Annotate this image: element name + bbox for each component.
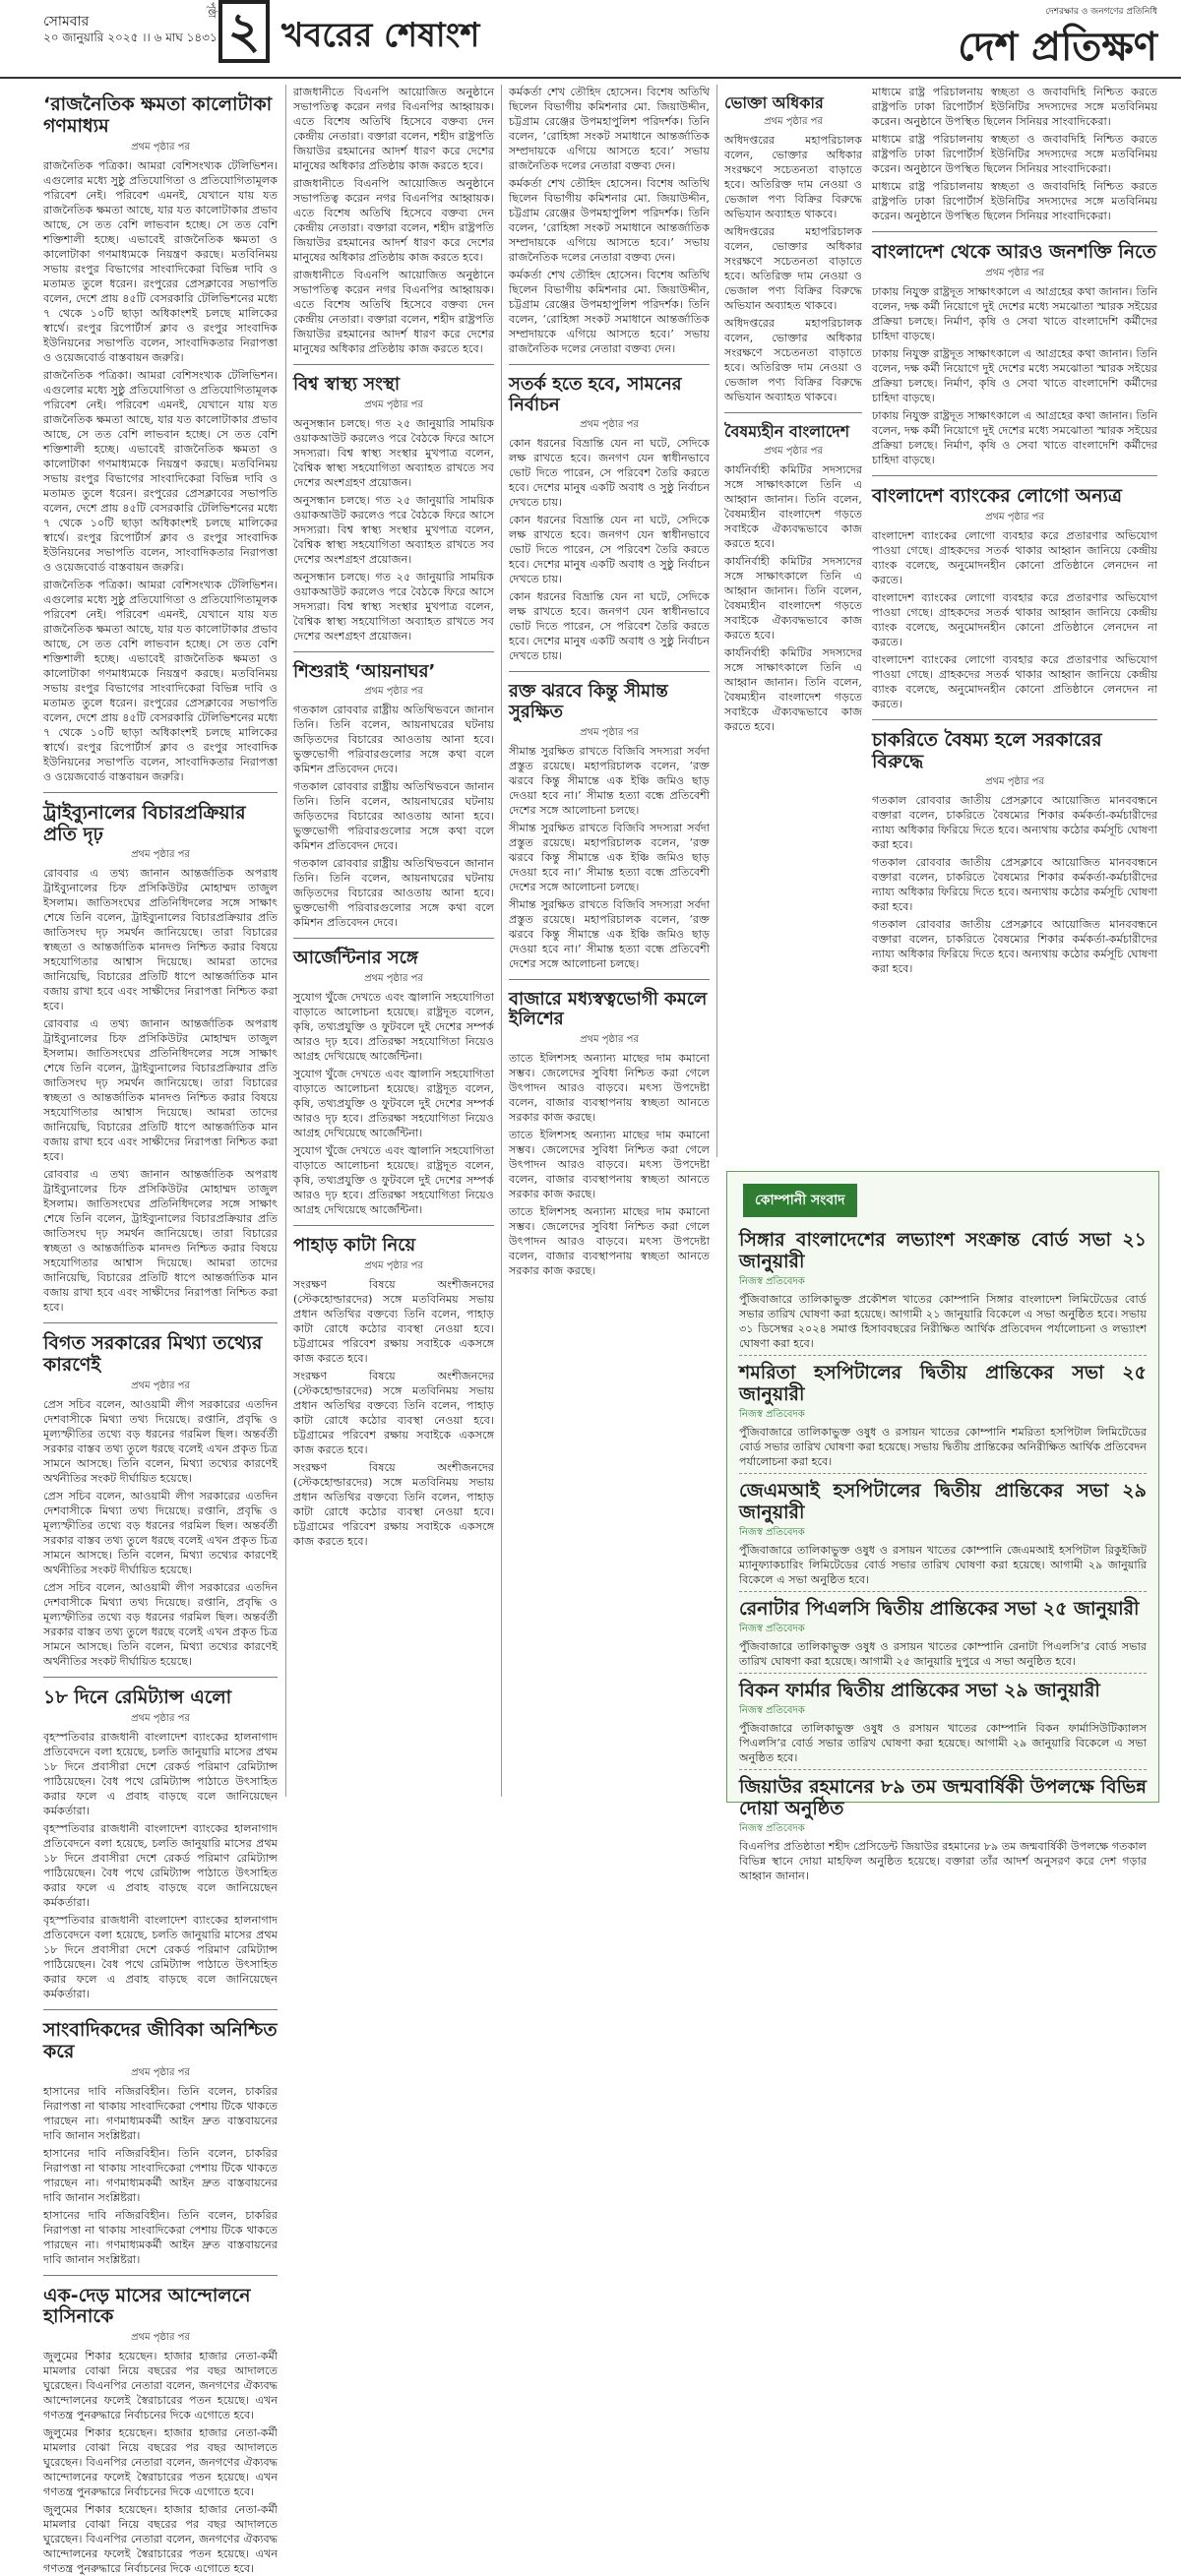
article-paragraph: তাতে ইলিশসহ অন্যান্য মাছের দাম কমানো সম্ভব। জেলেদের সুবিধা নিশ্চিত করা গেলে উৎপাদন আরও বাড়বে। মৎস্য উপদেষ্টা বলেন, বাজার ব্যবস্থাপনায় স্বচ্ছতা আনতে সরকার কাজ করছে। bbox=[509, 1129, 710, 1201]
article-paragraph: কর্মকর্তা শেখ তৌহিদ হোসেন। বিশেষ অতিথি ছিলেন বিভাগীয় কমিশনার মো. জিয়াউদ্দীন, চট্টগ্রাম রেঞ্জের উপমহাপুলিশ পরিদর্শক। তিনি বলেন, ‘রোহিঙ্গা সংকট সমাধানে আন্তর্জাতিক সম্প্রদায়কে এগিয়ে আসতে হবে।’ সভায় রাজনৈতিক দলের নেতারা বক্তব্য দেন। bbox=[509, 269, 710, 355]
article-paragraph: কোন ধরনের বিভ্রান্তি যেন না ঘটে, সেদিকে লক্ষ রাখতে হবে। জনগণ যেন স্বাধীনভাবে ভোট দিতে পারেন, সে পরিবেশ তৈরি করতে হবে। দেশের মানুষ একটি অবাধ ও সুষ্ঠু নির্বাচন দেখতে চায়। bbox=[509, 437, 710, 510]
article-paragraph: প্রেস সচিব বলেন, আওয়ামী লীগ সরকারের এতদিন দেশবাসীকে মিথ্যা তথ্য দিয়েছে। রপ্তানি, প্রবৃদ্ধি ও মূল্যস্ফীতির তথ্যে বড় ধরনের গরমিল ছিল। অন্তর্বর্তী সরকার বাস্তব তথ্য তুলে ধরছে বলেই এখন প্রকৃত চিত্র সামনে আসছে। তিনি বলেন, মিথ্যা তথ্যের কারণেই অর্থনীতির সংকট দীর্ঘায়িত হয়েছে। bbox=[43, 1581, 278, 1669]
article-paragraph: বাংলাদেশ ব্যাংকের লোগো ব্যবহার করে প্রতারণার অভিযোগ পাওয়া গেছে। গ্রাহকদের সতর্ক থাকার আহ্বান জানিয়ে কেন্দ্রীয় ব্যাংক বলেছে, অনুমোদনহীন কোনো প্রতিষ্ঠানে লেনদেন না করতে। bbox=[872, 590, 1157, 648]
article-byline: প্রথম পৃষ্ঠার পর bbox=[131, 849, 190, 861]
article-paragraph: জুলুমের শিকার হয়েছেন। হাজার হাজার নেতা-কর্মী মামলার বোঝা নিয়ে বছরের পর বছর আদালতে ঘুরেছেন। বিএনপির নেতারা বলেন, জনগণের ঐক্যবদ্ধ আন্দোলনের ফলেই স্বৈরাচারের পতন হয়েছে। এখন গণতন্ত্র পুনরুদ্ধারে নির্বাচনের দিকে এগোতে হবে। bbox=[43, 2426, 278, 2499]
company-news-text: বিএনপির প্রতিষ্ঠাতা শহীদ প্রেসিডেন্ট জিয়াউর রহমানের ৮৯ তম জন্মবার্ষিকী উপলক্ষে গতকাল বিভিন্ন স্থানে দোয়া মাহফিল অনুষ্ঠিত হয়েছে। বক্তারা তাঁর আদর্শ অনুসরণ করে দেশ গড়ার আহ্বান জানান। bbox=[739, 1840, 1147, 1882]
article-paragraph: অধিদপ্তরের মহাপরিচালক বলেন, ভোক্তার অধিকার সংরক্ষণে সচেতনতা বাড়াতে হবে। অতিরিক্ত দাম নেওয়া ও ভেজাল পণ্য বিক্রির বিরুদ্ধে অভিযান অব্যাহত থাকবে। bbox=[724, 134, 862, 221]
article-paragraph: বাংলাদেশ ব্যাংকের লোগো ব্যবহার করে প্রতারণার অভিযোগ পাওয়া গেছে। গ্রাহকদের সতর্ক থাকার আহ্বান জানিয়ে কেন্দ্রীয় ব্যাংক বলেছে, অনুমোদনহীন কোনো প্রতিষ্ঠানে লেনদেন না করতে। bbox=[872, 652, 1157, 710]
article-paragraph: গতকাল রোববার রাষ্ট্রীয় অতিথিভবনে জানান তিনি। তিনি বলেন, আয়নাঘরের ঘটনায় জড়িতদের বিচারের আওতায় আনা হবে। ভুক্তভোগী পরিবারগুলোর সঙ্গে কথা বলে কমিশন প্রতিবেদন দেবে। bbox=[293, 857, 494, 930]
column-1 bbox=[43, 85, 278, 2576]
article-paragraph: রোববার এ তথ্য জানান আন্তর্জাতিক অপরাধ ট্রাইব্যুনালের চিফ প্রসিকিউটর মোহাম্মদ তাজুল ইসলাম। জাতিসংঘের প্রতিনিধিদলের সঙ্গে সাক্ষাৎ শেষে তিনি বলেন, ট্রাইব্যুনালের বিচারপ্রক্রিয়ার প্রতি জাতিসংঘ দৃঢ় সমর্থন জানিয়েছে। তারা বিচারের স্বচ্ছতা ও আন্তর্জাতিক মানদণ্ড নিশ্চিত করার বিষয়ে সহযোগিতার আশ্বাস দিয়েছে। আমরা তাদের জানিয়েছি, বিচারের প্রতিটি ধাপে আন্তর্জাতিক মান বজায় রাখা হবে এবং সাক্ষীদের নিরাপত্তা নিশ্চিত করা হবে। bbox=[43, 1168, 278, 1315]
company-news-headline: জিয়াউর রহমানের ৮৯ তম জন্মবার্ষিকী উপলক্ষে বিভিন্ন দোয়া অনুষ্ঠিত bbox=[739, 1776, 1147, 1819]
company-news-separator bbox=[739, 1673, 1147, 1674]
article-byline: প্রথম পৃষ্ঠার পর bbox=[131, 2066, 190, 2078]
column-divider bbox=[285, 85, 286, 1797]
article-paragraph: রাজনৈতিক পত্রিকা। আমরা বেশিসংখ্যক টেলিভিশন। এগুলোর মধ্যে সুষ্ঠু প্রতিযোগিতা ও প্রতিযোগিতামূলক পরিবেশ নেই। পরিবেশ এমনই, যেখানে যায় যত রাজনৈতিক ক্ষমতা আছে, যার যত কালোটাকার প্রভাব আছে, সে তত বেশি লাভবান হচ্ছে। সে তত বেশি শক্তিশালী হচ্ছে। এভাবেই রাজনৈতিক ক্ষমতা ও কালোটাকা গণমাধ্যমকে নিয়ন্ত্রণ করছে। মতবিনিময় সভায় রংপুর বিভাগের সাংবাদিকেরা বিভিন্ন দাবি ও মতামত তুলে ধরেন। রংপুরের প্রেসক্লাবের সভাপতি বলেন, দেশে প্রায় ৪৫টি বেসরকারি টেলিভিশনের মধ্যে ৭ থেকে ১০টি ছাড়া অধিকাংশই চলছে মালিকের স্বার্থে। রংপুর রিপোর্টার্স ক্লাব ও রংপুর সাংবাদিক ইউনিয়নের সভাপতি বলেন, সাংবাদিকতার নিরাপত্তা ও ওয়েজবোর্ড বাস্তবায়ন জরুরি। bbox=[43, 368, 278, 574]
article-paragraph: সুযোগ খুঁজে দেখতে এবং জ্বালানি সহযোগিতা বাড়াতে আলোচনা হয়েছে। রাষ্ট্রদূত বলেন, কৃষি, তথ্যপ্রযুক্তি ও ফুটবলে দুই দেশের সম্পর্ক আরও দৃঢ় হবে। প্রতিরক্ষা সহযোগিতা নিয়েও আগ্রহ দেখিয়েছে আর্জেন্টিনা। bbox=[293, 1068, 494, 1140]
article-byline: প্রথম পৃষ্ঠার পর bbox=[764, 116, 823, 128]
article-paragraph: জুলুমের শিকার হয়েছেন। হাজার হাজার নেতা-কর্মী মামলার বোঝা নিয়ে বছরের পর বছর আদালতে ঘুরেছেন। বিএনপির নেতারা বলেন, জনগণের ঐক্যবদ্ধ আন্দোলনের ফলেই স্বৈরাচারের পতন হয়েছে। এখন গণতন্ত্র পুনরুদ্ধারে নির্বাচনের দিকে এগোতে হবে। bbox=[43, 2350, 278, 2423]
article-byline: প্রথম পৃষ্ঠার পর bbox=[131, 1380, 190, 1392]
article-headline: ভোক্তা অধিকার bbox=[724, 93, 824, 112]
column-divider bbox=[716, 85, 717, 1157]
article-headline: এক-দেড় মাসের আন্দোলনে হাসিনাকে bbox=[43, 2284, 251, 2328]
company-news-reporter: নিজস্ব প্রতিবেদক bbox=[739, 1823, 805, 1834]
article-byline: প্রথম পৃষ্ঠার পর bbox=[364, 973, 423, 985]
article-paragraph: গতকাল রোববার রাষ্ট্রীয় অতিথিভবনে জানান তিনি। তিনি বলেন, আয়নাঘরের ঘটনায় জড়িতদের বিচারের আওতায় আনা হবে। ভুক্তভোগী পরিবারগুলোর সঙ্গে কথা বলে কমিশন প্রতিবেদন দেবে। bbox=[293, 780, 494, 853]
article-paragraph: মাধ্যমে রাষ্ট্র পরিচালনায় স্বচ্ছতা ও জবাবদিহি নিশ্চিত করতে রাষ্ট্রপতি ঢাকা রিপোর্টার্স ইউনিটির সদস্যদের সঙ্গে মতবিনিময় করেন। অনুষ্ঠানে উপস্থিত ছিলেন সিনিয়র সাংবাদিকেরা। bbox=[872, 86, 1157, 128]
company-news-text: পুঁজিবাজারে তালিকাভুক্ত ওষুধ ও রসায়ন খাতের কোম্পানি জেএমআই হসপিটাল রিকুইজিট ম্যানুফ্যাকচারিং লিমিটেডের বোর্ড সভার তারিখ ঘোষণা করা হয়েছে। আগামী ২৯ জানুয়ারি বিকেলে এ সভা অনুষ্ঠিত হবে। bbox=[739, 1544, 1147, 1586]
company-news-text: পুঁজিবাজারে তালিকাভুক্ত ওষুধ ও রসায়ন খাতের কোম্পানি রেনাটা পিএলসি’র বোর্ড সভার তারিখ ঘোষণা করা হয়েছে। আগামী ২৫ জানুয়ারি দুপুরে এ সভা অনুষ্ঠিত হবে। bbox=[739, 1640, 1147, 1668]
article-paragraph: মাধ্যমে রাষ্ট্র পরিচালনায় স্বচ্ছতা ও জবাবদিহি নিশ্চিত করতে রাষ্ট্রপতি ঢাকা রিপোর্টার্স ইউনিটির সদস্যদের সঙ্গে মতবিনিময় করেন। অনুষ্ঠানে উপস্থিত ছিলেন সিনিয়র সাংবাদিকেরা। bbox=[872, 133, 1157, 175]
article-headline: বিগত সরকারের মিথ্যা তথ্যের কারণেই bbox=[43, 1332, 263, 1377]
article-separator bbox=[43, 1322, 278, 1323]
company-news-headline: শমরিতা হসপিটালের দ্বিতীয় প্রান্তিকের সভা ২৫ জানুয়ারী bbox=[739, 1362, 1147, 1405]
article-paragraph: অনুসন্ধান চলছে। গত ২৫ জানুয়ারি সাময়িক ওয়াকআউট করলেও পরে বৈঠকে ফিরে আসে সদস্যরা। বিশ্ব স্বাস্থ্য সংস্থার মুখপাত্র বলেন, বৈশ্বিক স্বাস্থ্য সহযোগিতা অব্যাহত রাখতে সব দেশের অংশগ্রহণ প্রয়োজন। bbox=[293, 570, 494, 643]
article-headline: বিশ্ব স্বাস্থ্য সংস্থা bbox=[293, 374, 401, 395]
article-headline: আর্জেন্টিনার সঙ্গে bbox=[293, 948, 418, 969]
article-separator bbox=[872, 475, 1157, 476]
newspaper-logo: দেশ প্রতিক্ষণ bbox=[958, 25, 1157, 70]
article-headline: পাহাড় কাটা নিয়ে bbox=[293, 1235, 416, 1257]
article-paragraph: প্রেস সচিব বলেন, আওয়ামী লীগ সরকারের এতদিন দেশবাসীকে মিথ্যা তথ্য দিয়েছে। রপ্তানি, প্রবৃদ্ধি ও মূল্যস্ফীতির তথ্যে বড় ধরনের গরমিল ছিল। অন্তর্বর্তী সরকার বাস্তব তথ্য তুলে ধরছে বলেই এখন প্রকৃত চিত্র সামনে আসছে। তিনি বলেন, মিথ্যা তথ্যের কারণেই অর্থনীতির সংকট দীর্ঘায়িত হয়েছে। bbox=[43, 1398, 278, 1486]
article-separator bbox=[509, 671, 710, 672]
article-headline: বাজারে মধ্যস্বত্বভোগী কমলে ইলিশের bbox=[509, 988, 708, 1030]
article-headline: শিশুরাই ‘আয়নাঘর’ bbox=[293, 660, 436, 682]
issue-date: ২০ জানুয়ারি ২০২৫ ।। ৬ মাঘ ১৪৩১ bbox=[43, 31, 218, 44]
company-news-reporter: নিজস্ব প্রতিবেদক bbox=[739, 1527, 805, 1538]
company-news-headline: রেনাটার পিএলসি দ্বিতীয় প্রান্তিকের সভা ২৫ জানুয়ারী bbox=[739, 1598, 1140, 1620]
company-news-text: পুঁজিবাজারে তালিকাভুক্ত প্রকৌশল খাতের কোম্পানি সিঙ্গার বাংলাদেশ লিমিটেডের বোর্ড সভার তারিখ ঘোষণা করা হয়েছে। আগামী ২১ জানুয়ারি বিকেলে এ সভা অনুষ্ঠিত হবে। সভায় ৩১ ডিসেম্বর ২০২৪ সমাপ্ত হিসাববছরের নিরীক্ষিত আর্থিক প্রতিবেদন পর্যালোচনা ও লভ্যাংশ ঘোষণা করা হবে। bbox=[739, 1293, 1147, 1350]
article-paragraph: বৃহস্পতিবার রাজধানী বাংলাদেশ ব্যাংকের হালনাগাদ প্রতিবেদনে বলা হয়েছে, চলতি জানুয়ারি মাসের প্রথম ১৮ দিনে প্রবাসীরা দেশে রেকর্ড পরিমাণ রেমিট্যান্স পাঠিয়েছেন। বৈধ পথে রেমিট্যান্স পাঠাতে উৎসাহিত করার ফলে এ প্রবাহ বাড়ছে বলে জানিয়েছেন কর্মকর্তারা। bbox=[43, 1913, 278, 2000]
company-news-headline: বিকন ফার্মার দ্বিতীয় প্রান্তিকের সভা ২৯ জানুয়ারী bbox=[739, 1680, 1100, 1701]
article-paragraph: অনুসন্ধান চলছে। গত ২৫ জানুয়ারি সাময়িক ওয়াকআউট করলেও পরে বৈঠকে ফিরে আসে সদস্যরা। বিশ্ব স্বাস্থ্য সংস্থার মুখপাত্র বলেন, বৈশ্বিক স্বাস্থ্য সহযোগিতা অব্যাহত রাখতে সব দেশের অংশগ্রহণ প্রয়োজন। bbox=[293, 416, 494, 489]
article-headline: চাকরিতে বৈষম্য হলে সরকারের বিরুদ্ধে bbox=[872, 728, 1102, 772]
article-headline: রক্ত ঝরবে কিন্তু সীমান্ত সুরক্ষিত bbox=[509, 681, 668, 723]
article-byline: প্রথম পৃষ্ঠার পর bbox=[364, 1259, 423, 1271]
article-paragraph: রাজনৈতিক পত্রিকা। আমরা বেশিসংখ্যক টেলিভিশন। এগুলোর মধ্যে সুষ্ঠু প্রতিযোগিতা ও প্রতিযোগিতামূলক পরিবেশ নেই। পরিবেশ এমনই, যেখানে যায় যত রাজনৈতিক ক্ষমতা আছে, যার যত কালোটাকার প্রভাব আছে, সে তত বেশি লাভবান হচ্ছে। সে তত বেশি শক্তিশালী হচ্ছে। এভাবেই রাজনৈতিক ক্ষমতা ও কালোটাকা গণমাধ্যমকে নিয়ন্ত্রণ করছে। মতবিনিময় সভায় রংপুর বিভাগের সাংবাদিকেরা বিভিন্ন দাবি ও মতামত তুলে ধরেন। রংপুরের প্রেসক্লাবের সভাপতি বলেন, দেশে প্রায় ৪৫টি বেসরকারি টেলিভিশনের মধ্যে ৭ থেকে ১০টি ছাড়া অধিকাংশই চলছে মালিকের স্বার্থে। রংপুর রিপোর্টার্স ক্লাব ও রংপুর সাংবাদিক ইউনিয়নের সভাপতি বলেন, সাংবাদিকতার নিরাপত্তা ও ওয়েজবোর্ড বাস্তবায়ন জরুরি। bbox=[43, 158, 278, 364]
article-headline: সতর্ক হতে হবে, সামনের নির্বাচন bbox=[509, 374, 682, 415]
article-separator bbox=[872, 719, 1157, 720]
article-separator bbox=[43, 2275, 278, 2276]
article-paragraph: সংরক্ষণ বিষয়ে অংশীজনদের (স্টেকহোল্ডারদের) সঙ্গে মতবিনিময় সভায় প্রধান অতিথির বক্তব্যে তিনি বলেন, পাহাড় কাটা রোধে কঠোর ব্যবস্থা নেওয়া হবে। চট্টগ্রামের পরিবেশ রক্ষায় সবাইকে একসঙ্গে কাজ করতে হবে। bbox=[293, 1369, 494, 1456]
article-headline: বৈষম্যহীন বাংলাদেশ bbox=[724, 422, 850, 442]
article-paragraph: কার্যনির্বাহী কমিটির সদস্যদের সঙ্গে সাক্ষাৎকালে তিনি এ আহ্বান জানান। তিনি বলেন, বৈষম্যহীন বাংলাদেশ গড়তে সবাইকে ঐক্যবদ্ধভাবে কাজ করতে হবে। bbox=[724, 462, 862, 550]
article-headline: ট্রাইব্যুনালের বিচারপ্রক্রিয়ার প্রতি দৃঢ় bbox=[43, 801, 246, 845]
article-paragraph: ঢাকায় নিযুক্ত রাষ্ট্রদূত সাক্ষাৎকালে এ আগ্রহের কথা জানান। তিনি বলেন, দক্ষ কর্মী নিয়োগে দুই দেশের মধ্যে সমঝোতা স্মারক সইয়ের প্রক্রিয়া চলছে। নির্মাণ, কৃষি ও সেবা খাতে বাংলাদেশি কর্মীদের চাহিদা বাড়ছে। bbox=[872, 346, 1157, 404]
article-paragraph: তাতে ইলিশসহ অন্যান্য মাছের দাম কমানো সম্ভব। জেলেদের সুবিধা নিশ্চিত করা গেলে উৎপাদন আরও বাড়বে। মৎস্য উপদেষ্টা বলেন, বাজার ব্যবস্থাপনায় স্বচ্ছতা আনতে সরকার কাজ করছে। bbox=[509, 1052, 710, 1125]
article-paragraph: রোববার এ তথ্য জানান আন্তর্জাতিক অপরাধ ট্রাইব্যুনালের চিফ প্রসিকিউটর মোহাম্মদ তাজুল ইসলাম। জাতিসংঘের প্রতিনিধিদলের সঙ্গে সাক্ষাৎ শেষে তিনি বলেন, ট্রাইব্যুনালের বিচারপ্রক্রিয়ার প্রতি জাতিসংঘ দৃঢ় সমর্থন জানিয়েছে। তারা বিচারের স্বচ্ছতা ও আন্তর্জাতিক মানদণ্ড নিশ্চিত করার বিষয়ে সহযোগিতার আশ্বাস দিয়েছে। আমরা তাদের জানিয়েছি, বিচারের প্রতিটি ধাপে আন্তর্জাতিক মান বজায় রাখা হবে এবং সাক্ষীদের নিরাপত্তা নিশ্চিত করা হবে। bbox=[43, 1017, 278, 1164]
article-headline: ‘রাজনৈতিক ক্ষমতা কালোটাকা গণমাধ্যম bbox=[43, 93, 273, 137]
article-separator bbox=[43, 2009, 278, 2010]
article-paragraph: গতকাল রোববার জাতীয় প্রেসক্লাবে আয়োজিত মানববন্ধনে বক্তারা বলেন, চাকরিতে বৈষম্যের শিকার কর্মকর্তা-কর্মচারীদের ন্যায্য অধিকার ফিরিয়ে দিতে হবে। অন্যথায় কঠোর কর্মসূচি ঘোষণা করা হবে। bbox=[872, 794, 1157, 852]
masthead bbox=[0, 0, 1181, 79]
article-paragraph: গতকাল রোববার জাতীয় প্রেসক্লাবে আয়োজিত মানববন্ধনে বক্তারা বলেন, চাকরিতে বৈষম্যের শিকার কর্মকর্তা-কর্মচারীদের ন্যায্য অধিকার ফিরিয়ে দিতে হবে। অন্যথায় কঠোর কর্মসূচি ঘোষণা করা হবে। bbox=[872, 918, 1157, 976]
column-3 bbox=[509, 85, 710, 1797]
article-paragraph: বৃহস্পতিবার রাজধানী বাংলাদেশ ব্যাংকের হালনাগাদ প্রতিবেদনে বলা হয়েছে, চলতি জানুয়ারি মাসের প্রথম ১৮ দিনে প্রবাসীরা দেশে রেকর্ড পরিমাণ রেমিট্যান্স পাঠিয়েছেন। বৈধ পথে রেমিট্যান্স পাঠাতে উৎসাহিত করার ফলে এ প্রবাহ বাড়ছে বলে জানিয়েছেন কর্মকর্তারা। bbox=[43, 1821, 278, 1909]
article-paragraph: গতকাল রোববার জাতীয় প্রেসক্লাবে আয়োজিত মানববন্ধনে বক্তারা বলেন, চাকরিতে বৈষম্যের শিকার কর্মকর্তা-কর্মচারীদের ন্যায্য অধিকার ফিরিয়ে দিতে হবে। অন্যথায় কঠোর কর্মসূচি ঘোষণা করা হবে। bbox=[872, 856, 1157, 914]
article-byline: প্রথম পৃষ্ঠার পর bbox=[985, 511, 1044, 522]
company-news-list bbox=[739, 1223, 1147, 1882]
company-news-reporter: নিজস্ব প্রতিবেদক bbox=[739, 1409, 805, 1420]
article-paragraph: সুযোগ খুঁজে দেখতে এবং জ্বালানি সহযোগিতা বাড়াতে আলোচনা হয়েছে। রাষ্ট্রদূত বলেন, কৃষি, তথ্যপ্রযুক্তি ও ফুটবলে দুই দেশের সম্পর্ক আরও দৃঢ় হবে। প্রতিরক্ষা সহযোগিতা নিয়েও আগ্রহ দেখিয়েছে আর্জেন্টিনা। bbox=[293, 991, 494, 1064]
column-5 bbox=[872, 85, 1157, 1157]
article-separator bbox=[509, 364, 710, 365]
article-paragraph: রাজধানীতে বিএনপি আয়োজিত অনুষ্ঠানে সভাপতিত্ব করেন নগর বিএনপির আহ্বায়ক। এতে বিশেষ অতিথি হিসেবে বক্তব্য দেন কেন্দ্রীয় নেতারা। বক্তারা বলেন, শহীদ রাষ্ট্রপতি জিয়াউর রহমানের আদর্শ ধারণ করে দেশের মানুষের অধিকার প্রতিষ্ঠায় কাজ করতে হবে। bbox=[293, 269, 494, 355]
article-paragraph: অধিদপ্তরের মহাপরিচালক বলেন, ভোক্তার অধিকার সংরক্ষণে সচেতনতা বাড়াতে হবে। অতিরিক্ত দাম নেওয়া ও ভেজাল পণ্য বিক্রির বিরুদ্ধে অভিযান অব্যাহত থাকবে। bbox=[724, 317, 862, 404]
article-paragraph: কোন ধরনের বিভ্রান্তি যেন না ঘটে, সেদিকে লক্ষ রাখতে হবে। জনগণ যেন স্বাধীনভাবে ভোট দিতে পারেন, সে পরিবেশ তৈরি করতে হবে। দেশের মানুষ একটি অবাধ ও সুষ্ঠু নির্বাচন দেখতে চায়। bbox=[509, 590, 710, 663]
company-news-separator bbox=[739, 1473, 1147, 1474]
article-paragraph: হাসানের দাবি নজিরবিহীন। তিনি বলেন, চাকরির নিরাপত্তা না থাকায় সাংবাদিকেরা পেশায় টিকে থাকতে পারছেন না। গণমাধ্যমকর্মী আইন দ্রুত বাস্তবায়নের দাবি জানান সংশ্লিষ্টরা। bbox=[43, 2084, 278, 2142]
article-paragraph: ঢাকায় নিযুক্ত রাষ্ট্রদূত সাক্ষাৎকালে এ আগ্রহের কথা জানান। তিনি বলেন, দক্ষ কর্মী নিয়োগে দুই দেশের মধ্যে সমঝোতা স্মারক সইয়ের প্রক্রিয়া চলছে। নির্মাণ, কৃষি ও সেবা খাতে বাংলাদেশি কর্মীদের চাহিদা বাড়ছে। bbox=[872, 284, 1157, 342]
article-paragraph: সংরক্ষণ বিষয়ে অংশীজনদের (স্টেকহোল্ডারদের) সঙ্গে মতবিনিময় সভায় প্রধান অতিথির বক্তব্যে তিনি বলেন, পাহাড় কাটা রোধে কঠোর ব্যবস্থা নেওয়া হবে। চট্টগ্রামের পরিবেশ রক্ষায় সবাইকে একসঙ্গে কাজ করতে হবে। bbox=[293, 1277, 494, 1365]
article-paragraph: ঢাকায় নিযুক্ত রাষ্ট্রদূত সাক্ষাৎকালে এ আগ্রহের কথা জানান। তিনি বলেন, দক্ষ কর্মী নিয়োগে দুই দেশের মধ্যে সমঝোতা স্মারক সইয়ের প্রক্রিয়া চলছে। নির্মাণ, কৃষি ও সেবা খাতে বাংলাদেশি কর্মীদের চাহিদা বাড়ছে। bbox=[872, 408, 1157, 466]
article-paragraph: অধিদপ্তরের মহাপরিচালক বলেন, ভোক্তার অধিকার সংরক্ষণে সচেতনতা বাড়াতে হবে। অতিরিক্ত দাম নেওয়া ও ভেজাল পণ্য বিক্রির বিরুদ্ধে অভিযান অব্যাহত থাকবে। bbox=[724, 225, 862, 313]
article-paragraph: কার্যনির্বাহী কমিটির সদস্যদের সঙ্গে সাক্ষাৎকালে তিনি এ আহ্বান জানান। তিনি বলেন, বৈষম্যহীন বাংলাদেশ গড়তে সবাইকে ঐক্যবদ্ধভাবে কাজ করতে হবে। bbox=[724, 554, 862, 642]
company-news-reporter: নিজস্ব প্রতিবেদক bbox=[739, 1276, 805, 1287]
article-paragraph: বৃহস্পতিবার রাজধানী বাংলাদেশ ব্যাংকের হালনাগাদ প্রতিবেদনে বলা হয়েছে, চলতি জানুয়ারি মাসের প্রথম ১৮ দিনে প্রবাসীরা দেশে রেকর্ড পরিমাণ রেমিট্যান্স পাঠিয়েছেন। বৈধ পথে রেমিট্যান্স পাঠাতে উৎসাহিত করার ফলে এ প্রবাহ বাড়ছে বলে জানিয়েছেন কর্মকর্তারা। bbox=[43, 1730, 278, 1817]
company-news-text: পুঁজিবাজারে তালিকাভুক্ত ওষুধ ও রসায়ন খাতের কোম্পানি বিকন ফার্মাসিউটিক্যালস পিএলসি’র বোর্ড সভার তারিখ ঘোষণা করা হয়েছে। আগামী ২৯ জানুয়ারি বিকেলে এ সভা অনুষ্ঠিত হবে। bbox=[739, 1722, 1147, 1764]
article-byline: প্রথম পৃষ্ঠার পর bbox=[131, 1712, 190, 1724]
article-byline: প্রথম পৃষ্ঠার পর bbox=[131, 2332, 190, 2344]
issue-day: সোমবার bbox=[43, 14, 90, 30]
article-paragraph: কর্মকর্তা শেখ তৌহিদ হোসেন। বিশেষ অতিথি ছিলেন বিভাগীয় কমিশনার মো. জিয়াউদ্দীন, চট্টগ্রাম রেঞ্জের উপমহাপুলিশ পরিদর্শক। তিনি বলেন, ‘রোহিঙ্গা সংকট সমাধানে আন্তর্জাতিক সম্প্রদায়কে এগিয়ে আসতে হবে।’ সভায় রাজনৈতিক দলের নেতারা বক্তব্য দেন। bbox=[509, 177, 710, 264]
article-paragraph: সংরক্ষণ বিষয়ে অংশীজনদের (স্টেকহোল্ডারদের) সঙ্গে মতবিনিময় সভায় প্রধান অতিথির বক্তব্যে তিনি বলেন, পাহাড় কাটা রোধে কঠোর ব্যবস্থা নেওয়া হবে। চট্টগ্রামের পরিবেশ রক্ষায় সবাইকে একসঙ্গে কাজ করতে হবে। bbox=[293, 1460, 494, 1548]
column-2 bbox=[293, 85, 494, 1797]
page-label: পৃষ্ঠা bbox=[206, 2, 217, 19]
article-paragraph: গতকাল রোববার রাষ্ট্রীয় অতিথিভবনে জানান তিনি। তিনি বলেন, আয়নাঘরের ঘটনায় জড়িতদের বিচারের আওতায় আনা হবে। ভুক্তভোগী পরিবারগুলোর সঙ্গে কথা বলে কমিশন প্রতিবেদন দেবে। bbox=[293, 704, 494, 776]
article-headline: সাংবাদিকদের জীবিকা অনিশ্চিত করে bbox=[43, 2018, 278, 2062]
company-news-tag: কোম্পানী সংবাদ bbox=[743, 1184, 857, 1217]
article-paragraph: মাধ্যমে রাষ্ট্র পরিচালনায় স্বচ্ছতা ও জবাবদিহি নিশ্চিত করতে রাষ্ট্রপতি ঢাকা রিপোর্টার্স ইউনিটির সদস্যদের সঙ্গে মতবিনিময় করেন। অনুষ্ঠানে উপস্থিত ছিলেন সিনিয়র সাংবাদিকেরা। bbox=[872, 180, 1157, 222]
article-paragraph: জুলুমের শিকার হয়েছেন। হাজার হাজার নেতা-কর্মী মামলার বোঝা নিয়ে বছরের পর বছর আদালতে ঘুরেছেন। বিএনপির নেতারা বলেন, জনগণের ঐক্যবদ্ধ আন্দোলনের ফলেই স্বৈরাচারের পতন হয়েছে। এখন গণতন্ত্র পুনরুদ্ধারে নির্বাচনের দিকে এগোতে হবে। bbox=[43, 2503, 278, 2576]
article-byline: প্রথম পৃষ্ঠার পর bbox=[985, 776, 1044, 788]
article-separator bbox=[293, 1225, 494, 1226]
article-paragraph: বাংলাদেশ ব্যাংকের লোগো ব্যবহার করে প্রতারণার অভিযোগ পাওয়া গেছে। গ্রাহকদের সতর্ক থাকার আহ্বান জানিয়ে কেন্দ্রীয় ব্যাংক বলেছে, অনুমোদনহীন কোনো প্রতিষ্ঠানে লেনদেন না করতে। bbox=[872, 528, 1157, 586]
page-number: ২ bbox=[218, 0, 270, 63]
article-byline: প্রথম পৃষ্ঠার পর bbox=[364, 686, 423, 698]
article-paragraph: তাতে ইলিশসহ অন্যান্য মাছের দাম কমানো সম্ভব। জেলেদের সুবিধা নিশ্চিত করা গেলে উৎপাদন আরও বাড়বে। মৎস্য উপদেষ্টা বলেন, বাজার ব্যবস্থাপনায় স্বচ্ছতা আনতে সরকার কাজ করছে। bbox=[509, 1205, 710, 1278]
article-byline: প্রথম পৃষ্ঠার পর bbox=[985, 267, 1044, 278]
article-separator bbox=[872, 231, 1157, 232]
section-title: খবরের শেষাংশ bbox=[281, 16, 480, 55]
article-paragraph: কার্যনির্বাহী কমিটির সদস্যদের সঙ্গে সাক্ষাৎকালে তিনি এ আহ্বান জানান। তিনি বলেন, বৈষম্যহীন বাংলাদেশ গড়তে সবাইকে ঐক্যবদ্ধভাবে কাজ করতে হবে। bbox=[724, 645, 862, 733]
company-news-headline: জেএমআই হসপিটালের দ্বিতীয় প্রান্তিকের সভা ২৯ জানুয়ারী bbox=[739, 1480, 1147, 1523]
article-separator bbox=[43, 792, 278, 793]
company-news-separator bbox=[739, 1355, 1147, 1356]
article-separator bbox=[293, 364, 494, 365]
company-news-text: পুঁজিবাজারে তালিকাভুক্ত ওষুধ ও রসায়ন খাতের কোম্পানি শমরিতা হসপিটাল লিমিটেডের বোর্ড সভার তারিখ ঘোষণা করা হয়েছে। সভায় দ্বিতীয় প্রান্তিকের অনিরীক্ষিত আর্থিক প্রতিবেদন পর্যালোচনা করা হবে। bbox=[739, 1426, 1147, 1468]
article-byline: প্রথম পৃষ্ঠার পর bbox=[580, 726, 639, 738]
article-paragraph: সীমান্ত সুরক্ষিত রাখতে বিজিবি সদস্যরা সর্বদা প্রস্তুত রয়েছে। মহাপরিচালক বলেন, ‘রক্ত ঝরবে কিন্তু সীমান্তে এক ইঞ্চি জমিও ছাড় দেওয়া হবে না।’ সীমান্ত হত্যা বন্ধে প্রতিবেশী দেশের সঙ্গে আলোচনা চলছে। bbox=[509, 821, 710, 893]
article-paragraph: প্রেস সচিব বলেন, আওয়ামী লীগ সরকারের এতদিন দেশবাসীকে মিথ্যা তথ্য দিয়েছে। রপ্তানি, প্রবৃদ্ধি ও মূল্যস্ফীতির তথ্যে বড় ধরনের গরমিল ছিল। অন্তর্বর্তী সরকার বাস্তব তথ্য তুলে ধরছে বলেই এখন প্রকৃত চিত্র সামনে আসছে। তিনি বলেন, মিথ্যা তথ্যের কারণেই অর্থনীতির সংকট দীর্ঘায়িত হয়েছে। bbox=[43, 1490, 278, 1577]
article-paragraph: রাজনৈতিক পত্রিকা। আমরা বেশিসংখ্যক টেলিভিশন। এগুলোর মধ্যে সুষ্ঠু প্রতিযোগিতা ও প্রতিযোগিতামূলক পরিবেশ নেই। পরিবেশ এমনই, যেখানে যায় যত রাজনৈতিক ক্ষমতা আছে, যার যত কালোটাকার প্রভাব আছে, সে তত বেশি লাভবান হচ্ছে। সে তত বেশি শক্তিশালী হচ্ছে। এভাবেই রাজনৈতিক ক্ষমতা ও কালোটাকা গণমাধ্যমকে নিয়ন্ত্রণ করছে। মতবিনিময় সভায় রংপুর বিভাগের সাংবাদিকেরা বিভিন্ন দাবি ও মতামত তুলে ধরেন। রংপুরের প্রেসক্লাবের সভাপতি বলেন, দেশে প্রায় ৪৫টি বেসরকারি টেলিভিশনের মধ্যে ৭ থেকে ১০টি ছাড়া অধিকাংশই চলছে মালিকের স্বার্থে। রংপুর রিপোর্টার্স ক্লাব ও রংপুর সাংবাদিক ইউনিয়নের সভাপতি বলেন, সাংবাদিকতার নিরাপত্তা ও ওয়েজবোর্ড বাস্তবায়ন জরুরি। bbox=[43, 578, 278, 783]
company-news-separator bbox=[739, 1769, 1147, 1770]
article-separator bbox=[509, 979, 710, 980]
article-paragraph: কর্মকর্তা শেখ তৌহিদ হোসেন। বিশেষ অতিথি ছিলেন বিভাগীয় কমিশনার মো. জিয়াউদ্দীন, চট্টগ্রাম রেঞ্জের উপমহাপুলিশ পরিদর্শক। তিনি বলেন, ‘রোহিঙ্গা সংকট সমাধানে আন্তর্জাতিক সম্প্রদায়কে এগিয়ে আসতে হবে।’ সভায় রাজনৈতিক দলের নেতারা বক্তব্য দেন। bbox=[509, 86, 710, 172]
article-paragraph: রাজধানীতে বিএনপি আয়োজিত অনুষ্ঠানে সভাপতিত্ব করেন নগর বিএনপির আহ্বায়ক। এতে বিশেষ অতিথি হিসেবে বক্তব্য দেন কেন্দ্রীয় নেতারা। বক্তারা বলেন, শহীদ রাষ্ট্রপতি জিয়াউর রহমানের আদর্শ ধারণ করে দেশের মানুষের অধিকার প্রতিষ্ঠায় কাজ করতে হবে। bbox=[293, 86, 494, 172]
article-paragraph: সুযোগ খুঁজে দেখতে এবং জ্বালানি সহযোগিতা বাড়াতে আলোচনা হয়েছে। রাষ্ট্রদূত বলেন, কৃষি, তথ্যপ্রযুক্তি ও ফুটবলে দুই দেশের সম্পর্ক আরও দৃঢ় হবে। প্রতিরক্ষা সহযোগিতা নিয়েও আগ্রহ দেখিয়েছে আর্জেন্টিনা। bbox=[293, 1144, 494, 1217]
article-separator bbox=[293, 938, 494, 939]
article-byline: প্রথম পৃষ্ঠার পর bbox=[580, 419, 639, 431]
article-paragraph: হাসানের দাবি নজিরবিহীন। তিনি বলেন, চাকরির নিরাপত্তা না থাকায় সাংবাদিকেরা পেশায় টিকে থাকতে পারছেন না। গণমাধ্যমকর্মী আইন দ্রুত বাস্তবায়নের দাবি জানান সংশ্লিষ্টরা। bbox=[43, 2146, 278, 2204]
logo-tagline: দেশরক্ষার ও জনগণের প্রতিনিধি bbox=[1045, 7, 1157, 17]
company-news-separator bbox=[739, 1591, 1147, 1592]
article-byline: প্রথম পৃষ্ঠার পর bbox=[131, 141, 190, 153]
article-byline: প্রথম পৃষ্ঠার পর bbox=[764, 445, 823, 457]
company-news-reporter: নিজস্ব প্রতিবেদক bbox=[739, 1624, 805, 1634]
article-paragraph: হাসানের দাবি নজিরবিহীন। তিনি বলেন, চাকরির নিরাপত্তা না থাকায় সাংবাদিকেরা পেশায় টিকে থাকতে পারছেন না। গণমাধ্যমকর্মী আইন দ্রুত বাস্তবায়নের দাবি জানান সংশ্লিষ্টরা। bbox=[43, 2208, 278, 2266]
article-headline: বাংলাদেশ থেকে আরও জনশক্তি নিতে bbox=[872, 241, 1156, 263]
company-news-reporter: নিজস্ব প্রতিবেদক bbox=[739, 1705, 805, 1716]
article-paragraph: রোববার এ তথ্য জানান আন্তর্জাতিক অপরাধ ট্রাইব্যুনালের চিফ প্রসিকিউটর মোহাম্মদ তাজুল ইসলাম। জাতিসংঘের প্রতিনিধিদলের সঙ্গে সাক্ষাৎ শেষে তিনি বলেন, ট্রাইব্যুনালের বিচারপ্রক্রিয়ার প্রতি জাতিসংঘ দৃঢ় সমর্থন জানিয়েছে। তারা বিচারের স্বচ্ছতা ও আন্তর্জাতিক মানদণ্ড নিশ্চিত করার বিষয়ে সহযোগিতার আশ্বাস দিয়েছে। আমরা তাদের জানিয়েছি, বিচারের প্রতিটি ধাপে আন্তর্জাতিক মান বজায় রাখা হবে এবং সাক্ষীদের নিরাপত্তা নিশ্চিত করা হবে। bbox=[43, 867, 278, 1013]
company-news-box bbox=[726, 1171, 1159, 1882]
article-paragraph: সীমান্ত সুরক্ষিত রাখতে বিজিবি সদস্যরা সর্বদা প্রস্তুত রয়েছে। মহাপরিচালক বলেন, ‘রক্ত ঝরবে কিন্তু সীমান্তে এক ইঞ্চি জমিও ছাড় দেওয়া হবে না।’ সীমান্ত হত্যা বন্ধে প্রতিবেশী দেশের সঙ্গে আলোচনা চলছে। bbox=[509, 744, 710, 817]
article-paragraph: অনুসন্ধান চলছে। গত ২৫ জানুয়ারি সাময়িক ওয়াকআউট করলেও পরে বৈঠকে ফিরে আসে সদস্যরা। বিশ্ব স্বাস্থ্য সংস্থার মুখপাত্র বলেন, বৈশ্বিক স্বাস্থ্য সহযোগিতা অব্যাহত রাখতে সব দেশের অংশগ্রহণ প্রয়োজন। bbox=[293, 493, 494, 566]
column-4 bbox=[724, 85, 862, 1157]
article-paragraph: রাজধানীতে বিএনপি আয়োজিত অনুষ্ঠানে সভাপতিত্ব করেন নগর বিএনপির আহ্বায়ক। এতে বিশেষ অতিথি হিসেবে বক্তব্য দেন কেন্দ্রীয় নেতারা। বক্তারা বলেন, শহীদ রাষ্ট্রপতি জিয়াউর রহমানের আদর্শ ধারণ করে দেশের মানুষের অধিকার প্রতিষ্ঠায় কাজ করতে হবে। bbox=[293, 177, 494, 264]
article-separator bbox=[293, 651, 494, 652]
article-paragraph: সীমান্ত সুরক্ষিত রাখতে বিজিবি সদস্যরা সর্বদা প্রস্তুত রয়েছে। মহাপরিচালক বলেন, ‘রক্ত ঝরবে কিন্তু সীমান্তে এক ইঞ্চি জমিও ছাড় দেওয়া হবে না।’ সীমান্ত হত্যা বন্ধে প্রতিবেশী দেশের সঙ্গে আলোচনা চলছে। bbox=[509, 897, 710, 970]
article-headline: ১৮ দিনে রেমিট্যান্স এলো bbox=[43, 1687, 232, 1709]
article-byline: প্রথম পৃষ্ঠার পর bbox=[364, 399, 423, 410]
company-news-headline: সিঙ্গার বাংলাদেশের লভ্যাংশ সংক্রান্ত বোর্ড সভা ২১ জানুয়ারী bbox=[739, 1229, 1147, 1272]
column-divider bbox=[501, 85, 502, 1797]
article-separator bbox=[43, 1677, 278, 1678]
article-byline: প্রথম পৃষ্ঠার পর bbox=[580, 1034, 639, 1046]
article-paragraph: কোন ধরনের বিভ্রান্তি যেন না ঘটে, সেদিকে লক্ষ রাখতে হবে। জনগণ যেন স্বাধীনভাবে ভোট দিতে পারেন, সে পরিবেশ তৈরি করতে হবে। দেশের মানুষ একটি অবাধ ও সুষ্ঠু নির্বাচন দেখতে চায়। bbox=[509, 514, 710, 586]
article-headline: বাংলাদেশ ব্যাংকের লোগো অন্যত্র bbox=[872, 484, 1123, 507]
article-separator bbox=[724, 412, 862, 413]
